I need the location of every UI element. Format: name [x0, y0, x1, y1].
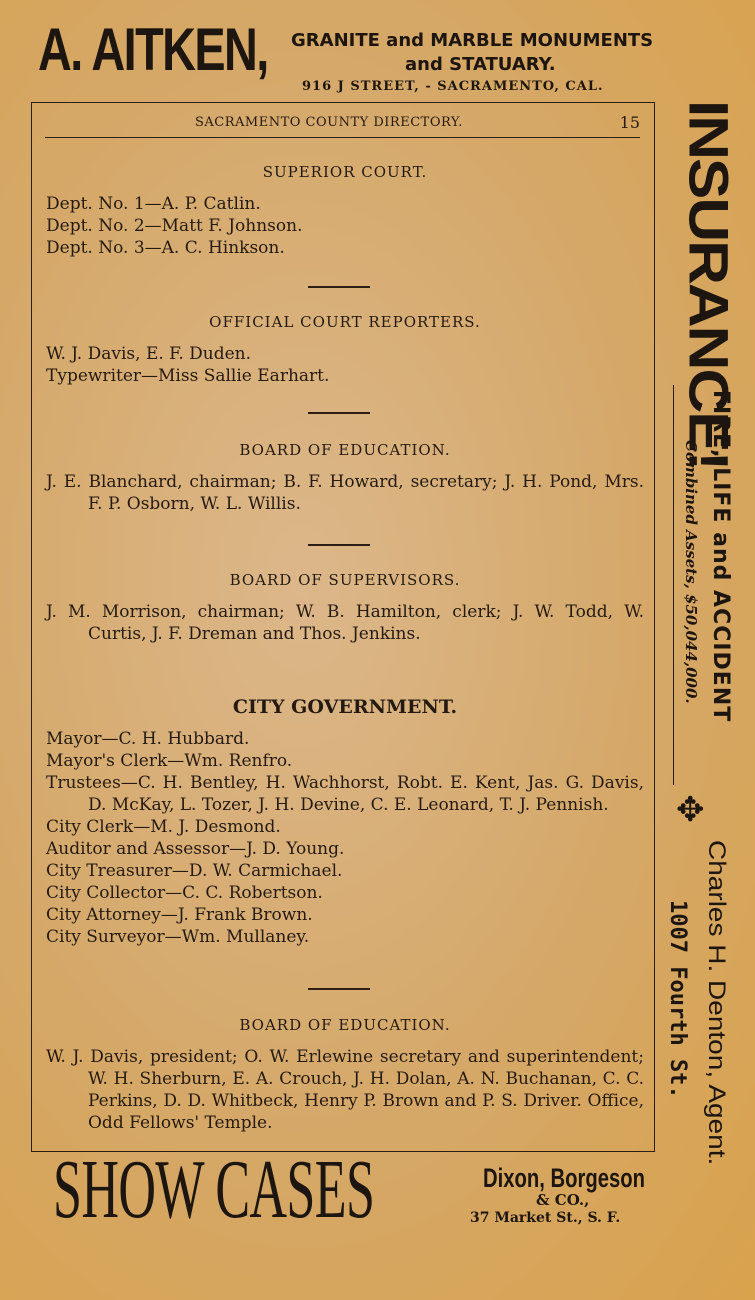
entry-list — [46, 1046, 644, 1134]
board-education-city-section — [46, 1016, 644, 1134]
show-cases-headline: SHOW CASES — [53, 1143, 375, 1236]
ornament-icon: ✥ — [676, 790, 705, 830]
entry: City Clerk—M. J. Desmond. — [46, 817, 281, 837]
section-title: SUPERIOR COURT. — [262, 163, 428, 181]
section-title: BOARD OF EDUCATION. — [239, 1016, 451, 1034]
insurance-assets: Combined Assets, $50,044,000. — [682, 440, 700, 704]
ad-address-line: 916 J STREET, - SACRAMENTO, CAL. — [302, 79, 604, 94]
entry: Mayor—C. H. Hubbard. — [46, 729, 250, 749]
agent-address: 1007 Fourth St. — [665, 900, 690, 1099]
entry: J. M. Morrison, chairman; W. B. Hamilton, clerk; J. W. Todd, W. Curtis, J. F. Dreman and Thos. Jenkins. — [46, 602, 644, 644]
entry: Auditor and Assessor—J. D. Young. — [46, 839, 345, 859]
entry-list — [46, 601, 644, 645]
entry: Dept. No. 3—A. C. Hinkson. — [46, 238, 285, 258]
directory-title: SACRAMENTO COUNTY DIRECTORY. — [195, 115, 463, 130]
firm-name: Dixon, Borgeson — [483, 1163, 646, 1193]
entry: City Treasurer—D. W. Carmichael. — [46, 861, 343, 881]
divider-rule — [308, 544, 370, 546]
entry: W. J. Davis, E. F. Duden. — [46, 344, 251, 364]
entry-list — [46, 471, 644, 515]
entry: W. J. Davis, president; O. W. Erlewine secretary and superintendent; W. H. Sherburn, E. A. Crouch, J. H. Dolan, A. N. Buchanan, C. C. Perkins, D. D. Whitbeck, Henry P. Brown and P. S. Driver. Office, Odd Fellows' Temple. — [46, 1047, 644, 1133]
divider-rule — [308, 988, 370, 990]
board-education-county-section — [46, 441, 644, 515]
entry: Mayor's Clerk—Wm. Renfro. — [46, 751, 293, 771]
insurance-headline: INSURANCE! — [677, 100, 740, 470]
ad-monuments-line: GRANITE and MARBLE MONUMENTS — [291, 30, 654, 51]
entry: City Surveyor—Wm. Mullaney. — [46, 927, 310, 947]
entry: J. E. Blanchard, chairman; B. F. Howard, secretary; J. H. Pond, Mrs. F. P. Osborn, W. L. Willis. — [46, 472, 644, 514]
superior-court-section — [46, 163, 644, 259]
divider-rule — [308, 286, 370, 288]
divider-rule — [308, 412, 370, 414]
court-reporters-section — [46, 313, 644, 387]
agent-name: Charles H. Denton, Agent. — [703, 840, 730, 1166]
entry: Typewriter—Miss Sallie Earhart. — [46, 366, 330, 386]
city-government-section — [46, 696, 644, 948]
entry: Dept. No. 2—Matt F. Johnson. — [46, 216, 303, 236]
entry: City Attorney—J. Frank Brown. — [46, 905, 313, 925]
running-header — [45, 113, 640, 138]
entry: City Collector—C. C. Robertson. — [46, 883, 323, 903]
insurance-lines: FIRE, LIFE and ACCIDENT — [708, 390, 733, 723]
entry-list — [46, 343, 644, 387]
section-title: BOARD OF EDUCATION. — [239, 441, 451, 459]
page-number: 15 — [619, 113, 640, 132]
section-title: CITY GOVERNMENT. — [232, 696, 458, 718]
board-supervisors-section — [46, 571, 644, 645]
side-divider — [673, 385, 674, 785]
section-title: BOARD OF SUPERVISORS. — [229, 571, 461, 589]
entry: Trustees—C. H. Bentley, H. Wachhorst, Robt. E. Kent, Jas. G. Davis, D. McKay, L. Tozer, J. H. Devine, C. E. Leonard, T. J. Pennish. — [46, 773, 644, 815]
ad-statuary-line: and STATUARY. — [405, 54, 556, 75]
aitken-name: A. AITKEN, — [38, 16, 268, 83]
entry-list — [46, 728, 644, 948]
firm-co: & CO., — [536, 1191, 590, 1209]
section-title: OFFICIAL COURT REPORTERS. — [209, 313, 481, 331]
entry: Dept. No. 1—A. P. Catlin. — [46, 194, 261, 214]
firm-address: 37 Market St., S. F. — [470, 1210, 621, 1226]
entry-list — [46, 193, 644, 259]
